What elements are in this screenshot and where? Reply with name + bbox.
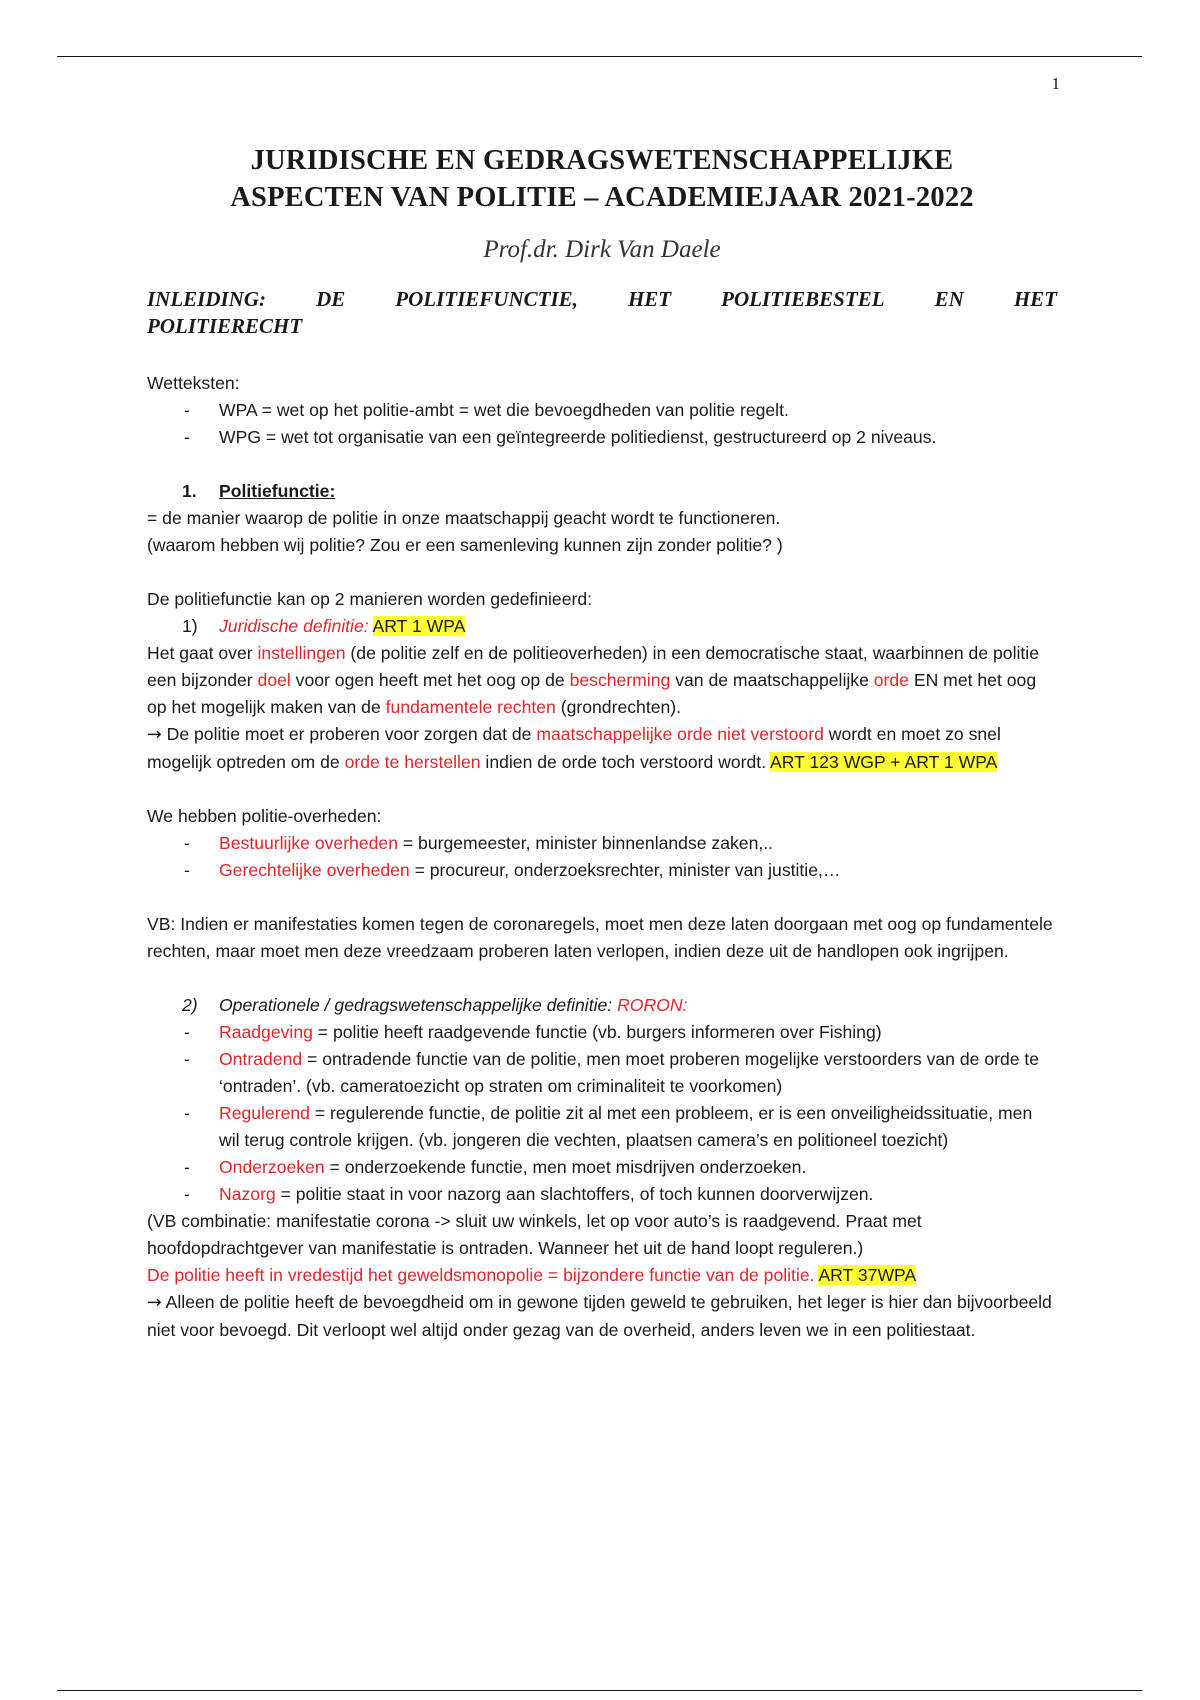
operationele-definitie-heading bbox=[147, 992, 1057, 1019]
law-reference: ART 1 WPA bbox=[372, 616, 466, 636]
text-run: Alleen de politie heeft de bevoegdheid om in gewone tijden geweld te gebruiken, het leger is hier dan bijvoorbeeld niet voor bevoegd. Dit verloopt wel altijd onder gezag van de overheid, anders leven we in een politiestaat. bbox=[147, 1292, 1052, 1340]
roron-list bbox=[147, 1019, 1057, 1208]
list-item: - WPG = wet tot organisatie van een geïntegreerde politiedienst, gestructureerd op 2 niveaus. bbox=[147, 424, 1057, 451]
header-rule bbox=[57, 56, 1142, 57]
text-run: voor ogen heeft met het oog op de bbox=[290, 670, 570, 690]
section-title: Politiefunctie: bbox=[219, 481, 336, 501]
intro-heading-word: INLEIDING: bbox=[147, 287, 267, 311]
document-body bbox=[147, 142, 1057, 1344]
section-number: 1. bbox=[182, 481, 197, 501]
title-line-1: JURIDISCHE EN GEDRAGSWETENSCHAPPELIJKE bbox=[250, 145, 954, 176]
text-run: EN met het oog op het mogelijk maken van de bbox=[147, 670, 1037, 717]
intro-heading-word: POLITIEFUNCTIE, bbox=[395, 287, 578, 311]
text-run: = regulerende functie, de politie zit al met een probleem, er is een onveiligheidssituatie, men wil terug controle krijgen. (vb. jongeren die vechten, plaatsen camera’s en politioneel toezicht) bbox=[219, 1103, 1033, 1150]
keyword: doel bbox=[257, 670, 291, 690]
text-run: (grondrechten). bbox=[555, 697, 682, 717]
combination-example: (VB combinatie: manifestatie corona -> sluit uw winkels, let op voor auto’s is raadgevend. Praat met hoofdopdrachtgever van manifestatie is ontraden. Wanneer het uit de hand loopt reguleren.) bbox=[147, 1211, 922, 1258]
text-run: = ontradende functie van de politie, men moet proberen mogelijke verstoorders van de orde te ‘ontraden’. (vb. cameratoezicht op straten om criminaliteit te voorkomen) bbox=[219, 1049, 1040, 1096]
intro-heading-word: HET bbox=[1013, 287, 1057, 311]
text-run: van de maatschappelijke bbox=[670, 670, 874, 690]
juridische-definitie-heading bbox=[147, 613, 1057, 640]
overheden-list bbox=[147, 830, 1057, 884]
definitions-intro: De politiefunctie kan op 2 manieren worden gedefinieerd: bbox=[147, 589, 593, 609]
keyword: orde te herstellen bbox=[344, 752, 481, 772]
keyword: De politie heeft in vredestijd het geweldsmonopolie = bijzondere functie van de politie. bbox=[147, 1265, 815, 1285]
example-paragraph: VB: Indien er manifestaties komen tegen de coronaregels, moet men deze laten doorgaan met oog op fundamentele rechten, maar moet men deze vreedzaam proberen laten verlopen, indien deze uit de handlopen ook ingrijpen. bbox=[147, 914, 1053, 961]
keyword: Gerechtelijke overheden bbox=[219, 860, 410, 880]
text-run: = procureur, onderzoeksrechter, minister van justitie,… bbox=[409, 860, 841, 880]
juridische-conclusion bbox=[147, 721, 1057, 776]
document-title bbox=[127, 142, 1077, 216]
subsection-label: Operationele / gedragswetenschappelijke definitie: bbox=[219, 995, 618, 1015]
keyword: Onderzoeken bbox=[219, 1157, 325, 1177]
overheden-label: We hebben politie-overheden: bbox=[147, 806, 382, 826]
law-reference: ART 37WPA bbox=[818, 1265, 917, 1285]
author: Prof.dr. Dirk Van Daele bbox=[483, 236, 721, 263]
keyword: Regulerend bbox=[219, 1103, 310, 1123]
text-run: = onderzoekende functie, men moet misdrijven onderzoeken. bbox=[324, 1157, 807, 1177]
section-1-definition: = de manier waarop de politie in onze maatschappij geacht wordt te functioneren. bbox=[147, 508, 781, 528]
arrow-icon: → bbox=[147, 1293, 162, 1313]
list-item bbox=[147, 1100, 1057, 1154]
intro-heading-word: POLITIEBESTEL bbox=[721, 287, 885, 311]
wetteksten-list bbox=[147, 397, 1057, 451]
monopoly-statement bbox=[147, 1262, 1057, 1289]
section-1-question: (waarom hebben wij politie? Zou er een samenleving kunnen zijn zonder politie? ) bbox=[147, 535, 783, 555]
keyword: Ontradend bbox=[219, 1049, 303, 1069]
list-item bbox=[147, 830, 1057, 857]
list-item: - WPA = wet op het politie-ambt = wet die bevoegdheden van politie regelt. bbox=[147, 397, 1057, 424]
list-item bbox=[147, 1154, 1057, 1181]
text-run: wordt en moet zo snel mogelijk optreden om de bbox=[147, 724, 1001, 772]
subsection-number: 2) bbox=[182, 995, 198, 1015]
title-line-2: ASPECTEN VAN POLITIE – ACADEMIEJAAR 2021-2022 bbox=[230, 182, 974, 213]
acronym: RORON: bbox=[617, 995, 688, 1015]
text-run: indien de orde toch verstoord wordt. bbox=[480, 752, 771, 772]
intro-heading-word: HET bbox=[627, 287, 672, 311]
keyword: orde bbox=[873, 670, 909, 690]
keyword: maatschappelijke orde niet verstoord bbox=[536, 724, 824, 744]
intro-heading-word: DE bbox=[316, 287, 346, 311]
keyword: instellingen bbox=[257, 643, 346, 663]
keyword: Bestuurlijke overheden bbox=[219, 833, 398, 853]
section-1-heading bbox=[147, 478, 1057, 505]
text-run: = politie staat in voor nazorg aan slachtoffers, of toch kunnen doorverwijzen. bbox=[275, 1184, 874, 1204]
keyword: fundamentele rechten bbox=[385, 697, 556, 717]
list-item bbox=[147, 857, 1057, 884]
list-item bbox=[147, 1019, 1057, 1046]
juridische-definitie-paragraph bbox=[147, 640, 1057, 721]
keyword: Raadgeving bbox=[219, 1022, 313, 1042]
footer-rule bbox=[57, 1690, 1142, 1691]
text-run: = politie heeft raadgevende functie (vb. burgers informeren over Fishing) bbox=[312, 1022, 882, 1042]
keyword: bescherming bbox=[569, 670, 671, 690]
law-reference: ART 123 WGP + ART 1 WPA bbox=[770, 752, 998, 772]
subsection-number: 1) bbox=[182, 616, 198, 636]
keyword: Nazorg bbox=[219, 1184, 276, 1204]
text-run: (de politie zelf en de politieoverheden) in een democratische staat, waarbinnen de politie een bijzonder bbox=[147, 643, 1039, 690]
list-item bbox=[147, 1046, 1057, 1100]
intro-heading-word: EN bbox=[934, 287, 964, 311]
text-run: De politie moet er proberen voor zorgen dat de bbox=[161, 724, 537, 744]
text-run: = burgemeester, minister binnenlandse zaken,.. bbox=[397, 833, 774, 853]
intro-heading bbox=[147, 286, 1057, 340]
text-run: Het gaat over bbox=[147, 643, 258, 663]
list-item bbox=[147, 1181, 1057, 1208]
intro-heading-line-2: POLITIERECHT bbox=[147, 314, 303, 338]
page-number: 1 bbox=[1051, 74, 1060, 93]
wetteksten-label: Wetteksten: bbox=[147, 373, 240, 393]
arrow-icon: → bbox=[147, 725, 162, 745]
intro-heading-line-1 bbox=[147, 286, 1057, 313]
monopoly-conclusion bbox=[147, 1289, 1057, 1344]
subsection-label: Juridische definitie: bbox=[219, 616, 369, 636]
